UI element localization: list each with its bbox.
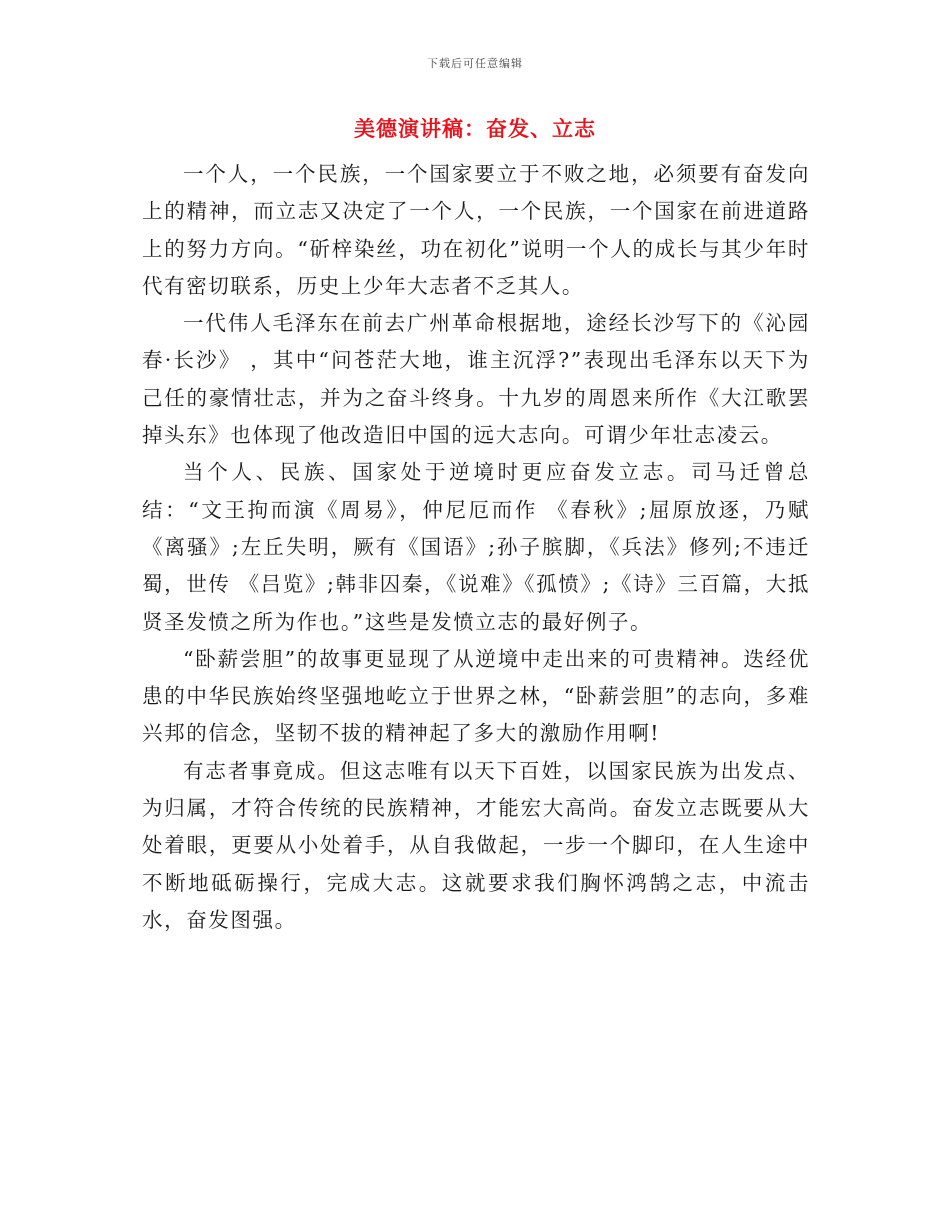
article-body xyxy=(142,156,810,939)
page-title: 美德演讲稿：奋发、立志 xyxy=(354,117,596,141)
paragraph-2: 一代伟人毛泽东在前去广州革命根据地，途经长沙写下的《沁园春·长沙》 ，其中“问苍茫大地，谁主沉浮?”表现出毛泽东以天下为己任的豪情壮志，并为之奋斗终身。十九岁的周恩来所作《大江歌罢掉头东》也体现了他改造旧中国的远大志向。可谓少年壮志凌云。 xyxy=(142,311,810,448)
header-note: 下载后可任意编辑 xyxy=(427,57,523,70)
paragraph-5: 有志者事竟成。但这志唯有以天下百姓，以国家民族为出发点、为归属，才符合传统的民族精神，才能宏大高尚。奋发立志既要从大处着眼，更要从小处着手，从自我做起，一步一个脚印，在人生途中不断地砥砺操行，完成大志。这就要求我们胸怀鸿鹄之志，中流击水，奋发图强。 xyxy=(142,758,810,932)
paragraph-1: 一个人，一个民族，一个国家要立于不败之地，必须要有奋发向上的精神，而立志又决定了一个人，一个民族，一个国家在前进道路上的努力方向。“斫梓染丝，功在初化”说明一个人的成长与其少年时代有密切联系，历史上少年大志者不乏其人。 xyxy=(142,162,810,298)
paragraph-3: 当个人、民族、国家处于逆境时更应奋发立志。司马迁曾总结：“文王拘而演《周易》，仲尼厄而作 《春秋》;屈原放逐，乃赋《离骚》;左丘失明，厥有《国语》;孙子膑脚，《兵法》修列;不违迁蜀，世传 《吕览》;韩非囚秦，《说难》《孤愤》;《诗》三百篇，大抵贤圣发愤之所为作也。”这些是发愤立志的最好例子。 xyxy=(142,460,810,634)
paragraph-4: “卧薪尝胆”的故事更显现了从逆境中走出来的可贵精神。迭经优患的中华民族始终坚强地屹立于世界之林，“卧薪尝胆”的志向，多难兴邦的信念，坚韧不拔的精神起了多大的激励作用啊! xyxy=(142,646,810,746)
